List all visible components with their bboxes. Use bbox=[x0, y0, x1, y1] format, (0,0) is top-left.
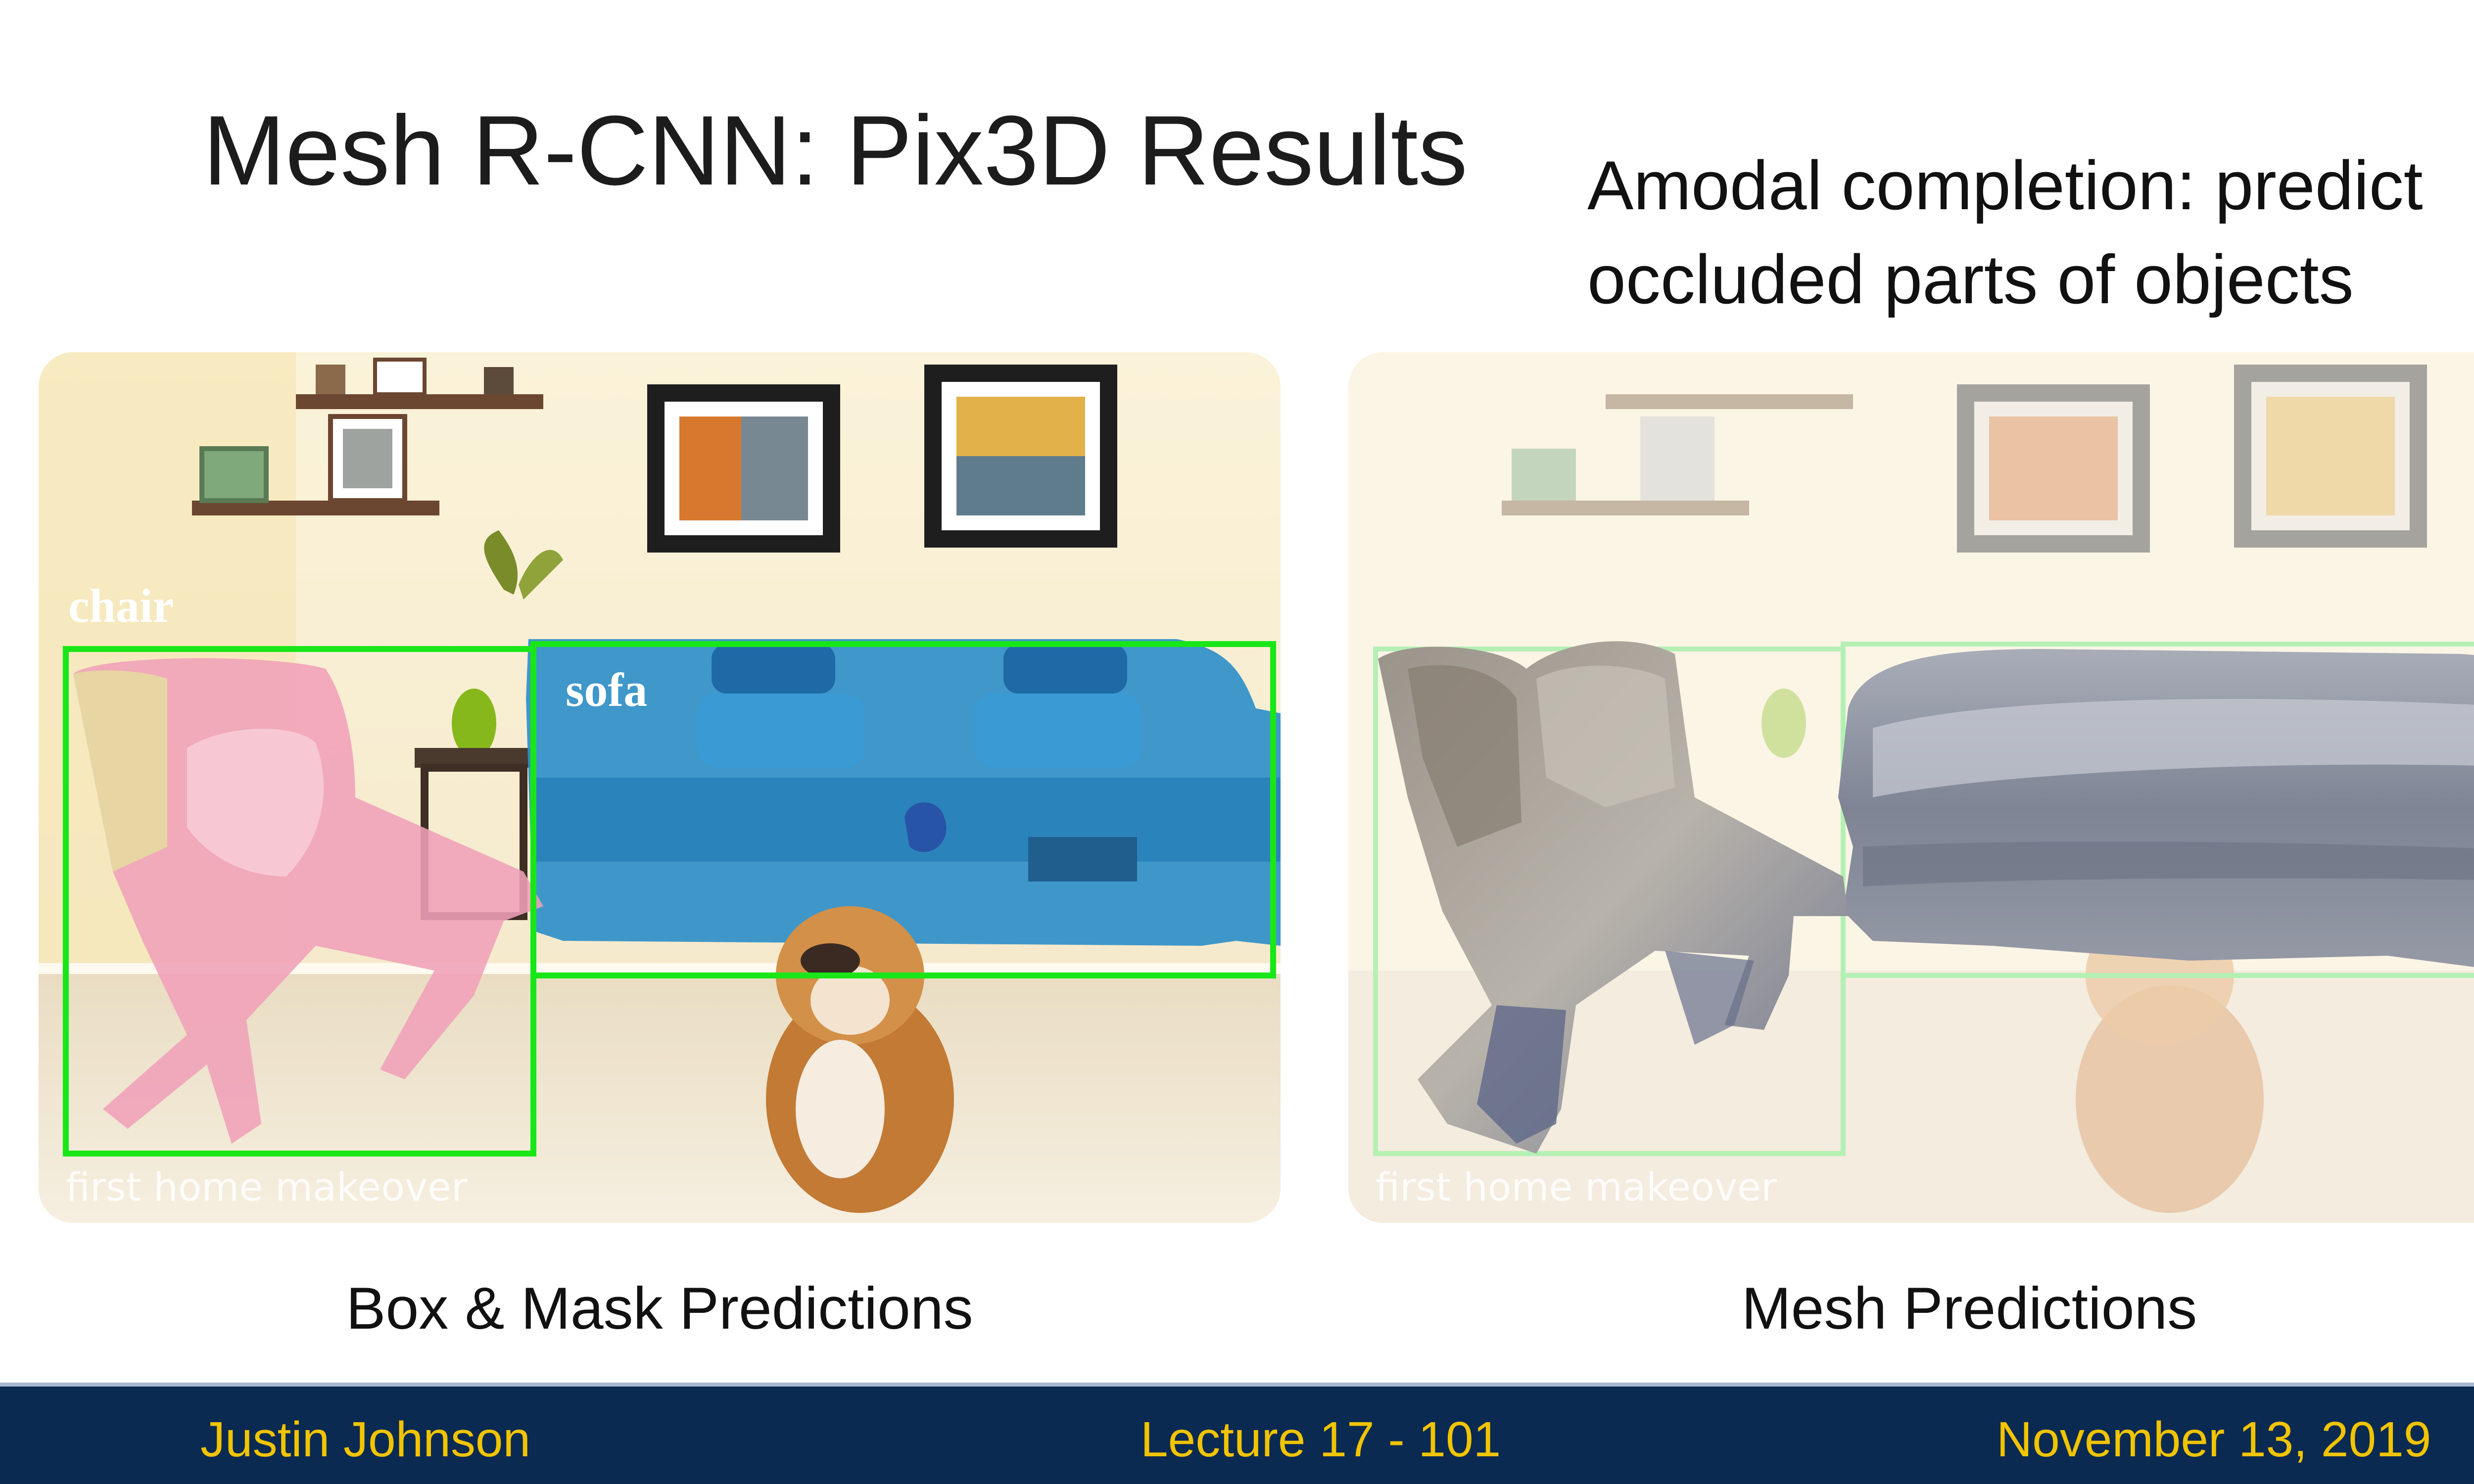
right-caption: Mesh Predictions bbox=[1741, 1275, 2197, 1342]
mesh-prediction-image bbox=[1348, 352, 2474, 1223]
watermark: first home makeover bbox=[66, 1165, 468, 1210]
subtitle-line-1: Amodal completion: predict bbox=[1587, 146, 2423, 224]
subtitle-line-2: occluded parts of objects bbox=[1587, 240, 2354, 318]
footer-date: November 13, 2019 bbox=[1997, 1412, 2431, 1467]
footer-lecture: Lecture 17 - 101 bbox=[1141, 1412, 1501, 1467]
slide-title: Mesh R-CNN: Pix3D Results bbox=[203, 95, 1468, 206]
chair-label: chair bbox=[68, 579, 174, 632]
shelf-top bbox=[296, 394, 543, 409]
watermark: first home makeover bbox=[1376, 1165, 1777, 1210]
faded-scene-with-meshes bbox=[1348, 352, 2474, 1223]
footer-bar bbox=[0, 1383, 2474, 1484]
living-room-scene bbox=[39, 352, 1281, 1223]
box-mask-prediction-image bbox=[39, 352, 1281, 1223]
sofa-mesh bbox=[1838, 649, 2474, 971]
footer-author: Justin Johnson bbox=[200, 1412, 531, 1467]
footer-divider bbox=[0, 1383, 2474, 1387]
left-caption: Box & Mask Predictions bbox=[346, 1275, 973, 1342]
sofa-label: sofa bbox=[566, 663, 648, 716]
slide-subtitle bbox=[1587, 139, 2474, 326]
